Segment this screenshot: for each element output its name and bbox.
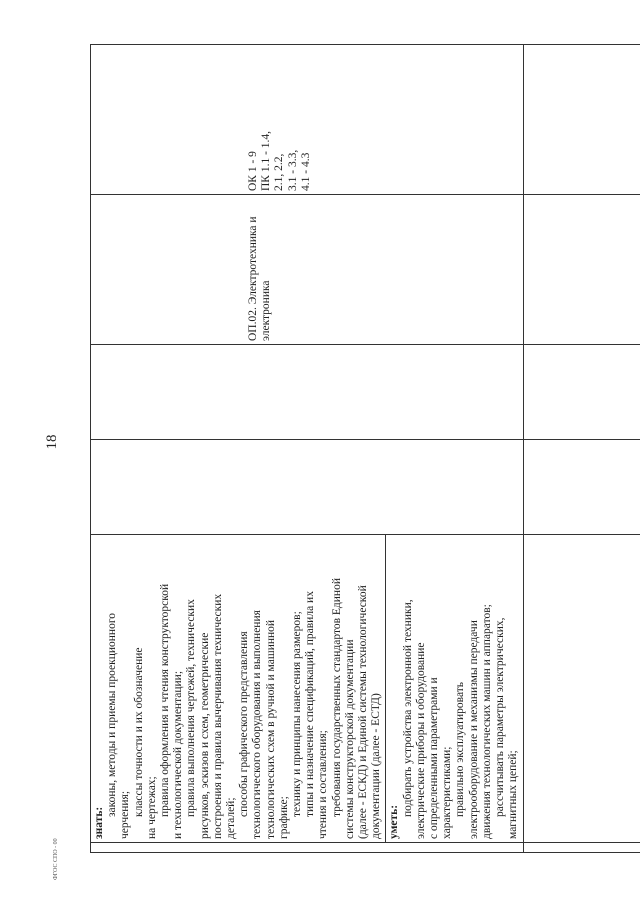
able-line: движения технологических машин и аппаратов;: [480, 604, 493, 839]
page-number: 18: [44, 434, 60, 450]
footer-code: ФГОС СПО - 00: [53, 838, 59, 880]
know-line: правила оформления и чтения конструкторской: [159, 583, 172, 817]
know-line: чтения и составления;: [317, 730, 330, 839]
able-line: электрооборудование и механизмы передачи: [467, 620, 480, 839]
able-section: [385, 535, 520, 842]
know-line: рисунков, эскизов и схем, геометрические: [198, 632, 211, 839]
able-line: рассчитывать параметры электрических,: [494, 617, 507, 817]
know-line: требования государственных стандартов Единой: [330, 578, 343, 817]
know-line: способы графического представления: [238, 631, 251, 817]
rotated-table-area: [90, 45, 525, 853]
empty-cell-b4: [523, 345, 640, 440]
competency-line: 4.1 - 4.3: [299, 152, 312, 191]
able-heading: уметь:: [388, 804, 401, 839]
knowledge-cell: [91, 535, 524, 843]
empty-cell-b5: [523, 195, 640, 345]
know-heading: знать:: [93, 806, 105, 839]
know-line: и технологической документации;: [172, 670, 185, 839]
able-line: подбирать устройства электронной техники,: [401, 599, 414, 817]
able-line: характеристиками;: [441, 746, 454, 839]
know-line: технологических схем в ручной и машинной: [264, 619, 277, 839]
know-line: документации (далее - ЕСТД): [370, 693, 383, 839]
discipline-name: ОП.02. Электротехника и электроника: [247, 216, 273, 341]
discipline-cell: [91, 195, 524, 345]
able-line: электрические приборы и оборудование: [414, 642, 427, 839]
know-line: технику и принципы нанесения размеров;: [291, 611, 304, 817]
know-line: правила выполнения чертежей, технических: [185, 599, 198, 817]
know-line: (далее - ЕСКД) и Единой системы технологической: [357, 585, 370, 839]
table-row-content: [91, 45, 524, 853]
know-lines: [106, 538, 383, 839]
competency-cell: [91, 45, 524, 195]
able-line: с определенными параметрами и: [428, 677, 441, 839]
know-line: законы, методы и приемы проекционного: [106, 612, 119, 817]
know-line: на чертежах;: [145, 776, 158, 839]
able-lines: [402, 538, 521, 839]
empty-cell-b6: [523, 45, 640, 195]
empty-cell-1: [91, 843, 524, 853]
competency-line: 3.1 - 3.3,: [286, 149, 299, 191]
know-line: черчения;: [119, 790, 132, 839]
know-line: классы точности и их обозначение: [132, 647, 145, 817]
empty-cell-b1: [523, 843, 640, 853]
competency-lines: [247, 48, 313, 191]
know-line: системы конструкторской документации: [343, 639, 356, 839]
curriculum-table: [90, 44, 640, 853]
competency-line: ОК 1 - 9: [247, 151, 259, 191]
know-line: построения и правила вычерчивания технических: [211, 593, 224, 839]
able-line: магнитных цепей;: [507, 750, 520, 839]
know-line: деталей;: [225, 797, 238, 839]
competency-line: 2.1, 2.2,: [273, 153, 286, 191]
able-line: правильно эксплуатировать: [454, 681, 467, 817]
know-line: графике;: [277, 796, 290, 839]
table-row-empty: [523, 45, 640, 853]
empty-cell-hours-2: [91, 345, 524, 440]
know-line: технологического оборудования и выполнения: [251, 610, 264, 839]
competency-line: ПК 1.1 - 1.4,: [260, 130, 273, 191]
know-line: типы и назначение спецификаций, правила их: [304, 591, 317, 817]
empty-cell-b3: [523, 440, 640, 535]
empty-cell-hours: [91, 440, 524, 535]
empty-cell-b2: [523, 535, 640, 843]
